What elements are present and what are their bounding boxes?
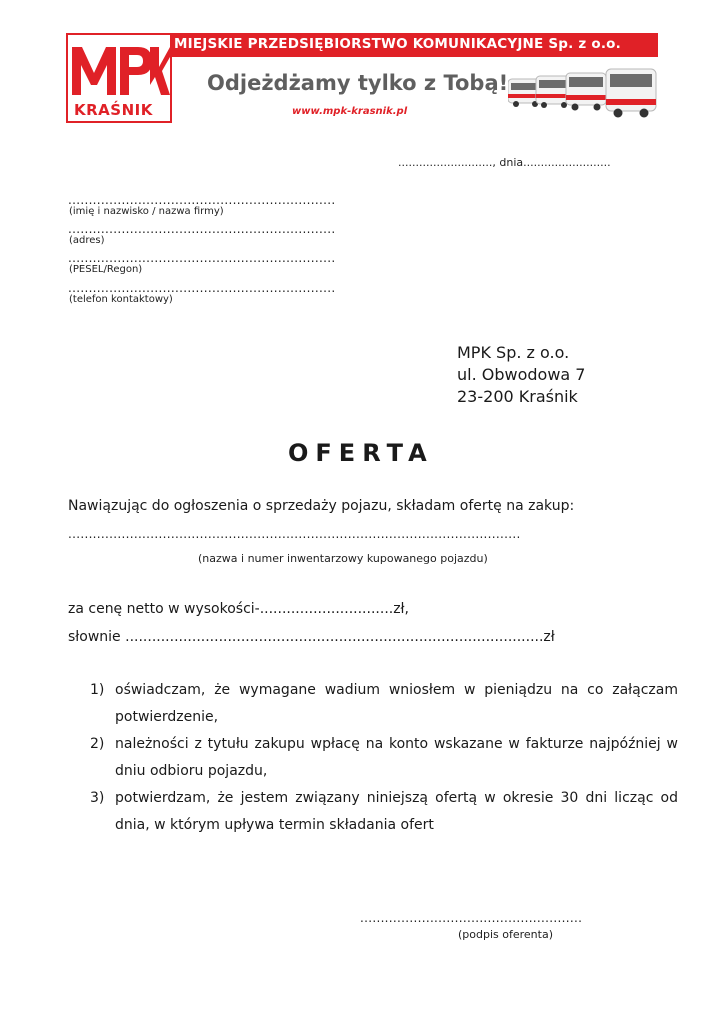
list-item-number: 3) xyxy=(90,790,105,806)
logo-city: KRAŚNIK xyxy=(74,101,153,119)
signature-field[interactable]: ...................................................... xyxy=(360,911,583,925)
list-item-text: oświadczam, że wymagane wadium wniosłem w pieniądzu na co załączam potwierdzenie, xyxy=(115,682,678,725)
list-item xyxy=(90,677,690,731)
slogan: Odjeżdżamy tylko z Tobą! xyxy=(207,71,509,95)
list-item xyxy=(90,785,690,839)
net-price-field[interactable]: za cenę netto w wysokości-..............................zł, xyxy=(68,601,409,617)
website-link[interactable]: www.mpk-krasnik.pl xyxy=(292,106,408,117)
declarations-list xyxy=(90,677,690,847)
pesel-field[interactable]: ................................................................. xyxy=(68,251,336,265)
recipient-line-1: MPK Sp. z o.o. xyxy=(457,343,570,362)
intro-text: Nawiązując do ogłoszenia o sprzedaży pojazu, składam ofertę na zakup: xyxy=(68,498,575,514)
recipient-line-3: 23-200 Kraśnik xyxy=(457,387,578,406)
document-title: OFERTA xyxy=(288,439,434,467)
name-field[interactable]: ................................................................. xyxy=(68,193,336,207)
buses-illustration-icon xyxy=(508,67,658,123)
company-name: MIEJSKIE PRZEDSIĘBIORSTWO KOMUNIKACYJNE Sp. z o.o. xyxy=(174,36,621,52)
address-field[interactable]: ................................................................. xyxy=(68,222,336,236)
place-date-field[interactable]: ..........................., dnia......................... xyxy=(398,156,611,169)
phone-field[interactable]: ................................................................. xyxy=(68,281,336,295)
name-field-label: (imię i nazwisko / nazwa firmy) xyxy=(69,206,224,217)
address-field-label: (adres) xyxy=(69,235,105,246)
price-in-words-field[interactable]: słownie ..............................................................................................zł xyxy=(68,629,555,645)
vehicle-field[interactable]: .............................................................................................................. xyxy=(68,527,521,541)
list-item-text: należności z tytułu zakupu wpłacę na konto wskazane w fakturze najpóźniej w dniu odbioru pojazdu, xyxy=(115,736,678,779)
list-item-text: potwierdzam, że jestem związany niniejszą ofertą w okresie 30 dni licząc od dnia, w którym upływa termin składania ofert xyxy=(115,790,678,833)
recipient-line-2: ul. Obwodowa 7 xyxy=(457,365,586,384)
recipient-address xyxy=(457,342,585,408)
vehicle-field-label: (nazwa i numer inwentarzowy kupowanego pojazdu) xyxy=(198,552,488,565)
list-item-number: 2) xyxy=(90,736,105,752)
signature-label: (podpis oferenta) xyxy=(458,928,553,941)
list-item-number: 1) xyxy=(90,682,105,698)
list-item xyxy=(90,731,690,785)
pesel-field-label: (PESEL/Regon) xyxy=(69,264,143,275)
phone-field-label: (telefon kontaktowy) xyxy=(69,294,173,305)
header-banner xyxy=(66,33,658,123)
mpk-logo xyxy=(66,33,172,123)
